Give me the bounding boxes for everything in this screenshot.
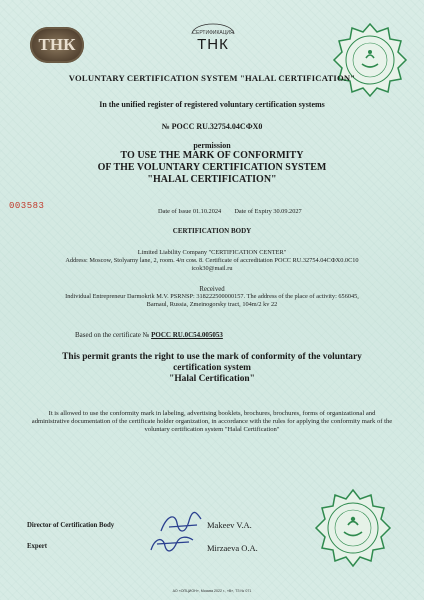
permission-heading-line-2: OF THE VOLUNTARY CERTIFICATION SYSTEM [97, 162, 327, 173]
permission-heading-line-3: "HALAL CERTIFICATION" [147, 174, 277, 185]
expiry-date-value: 30.09.2027 [273, 208, 302, 215]
grant-statement-line-1: This permit grants the right to use the mark of conformity of the voluntary [62, 352, 362, 362]
issue-date-value: 01.10.2024 [192, 208, 222, 215]
expiry-date-label: Date of Expiry [234, 208, 272, 215]
director-role-label: Director of Certification Body [27, 522, 115, 529]
basis-certificate-number: РОСС RU.0С54.005053 [151, 331, 223, 339]
expert-role-label: Expert [27, 543, 48, 550]
certification-body-name: Limited Liability Company "CERTIFICATION CENTER" [137, 249, 287, 256]
register-subtitle: In the unified register of registered voluntary certification systems [99, 100, 325, 109]
halal-seal-icon [332, 22, 408, 98]
registration-number: № РОСС RU.32754.04СФХ0 [161, 122, 263, 131]
usage-terms-paragraph: It is allowed to use the conformity mark in labeling, advertising booklets, brochures, brochures, forms of organizational and administrative documentation of the certificate holder organization, in accordance with the rules for applying the conformity mark of the voluntary certification system "Halal Certification" [31, 410, 393, 434]
permission-heading-line-1: TO USE THE MARK OF CONFORMITY [120, 150, 304, 161]
grant-statement-line-3: "Halal Certification" [169, 374, 255, 384]
issuer-logo: ТНК [30, 27, 84, 63]
permission-label: permission [193, 141, 231, 150]
certification-body-heading: CERTIFICATION BODY [172, 227, 252, 235]
halal-stamp-icon [313, 488, 393, 568]
validity-dates [158, 208, 302, 215]
received-label: Received [199, 286, 225, 293]
recipient-details: Individual Entrepreneur Darmokrik M.V. PSRNSP: 318222500000157. The address of the place of activity: 656045, Barnaul, Russia, Zmeinogorsky tract, 104m/2 kv 22 [65, 293, 359, 308]
mark-caption: СЕРТИФИКАЦИЯ [192, 30, 234, 36]
mark-letters: ТНК [197, 36, 229, 53]
certification-body-email: icok30@mail.ru [191, 265, 233, 272]
print-footer: АО «ОПЦИОН», Москва 2022 г., «В», ТЗ № 071 [172, 589, 252, 593]
expert-signature-icon [147, 530, 197, 558]
basis-certificate [75, 331, 223, 339]
issue-date-label: Date of Issue [158, 208, 192, 215]
expert-name: Mirzaeva O.A. [207, 543, 258, 553]
grant-statement-line-2: certification system [173, 363, 251, 373]
certification-body-address: Address: Moscow, Stolyarny lane, 2, room. 4/п сом. 8. Certificate of accreditation РОСС RU.32754.04СФХ0.0С10 [65, 257, 359, 264]
certification-mark-logo [186, 21, 240, 59]
basis-label: Based on the certificate № [75, 331, 150, 339]
serial-number: 003583 [9, 201, 45, 211]
director-name: Makeev V.A. [207, 520, 252, 530]
document-title: VOLUNTARY CERTIFICATION SYSTEM "HALAL CERTIFICATION" [68, 73, 356, 83]
